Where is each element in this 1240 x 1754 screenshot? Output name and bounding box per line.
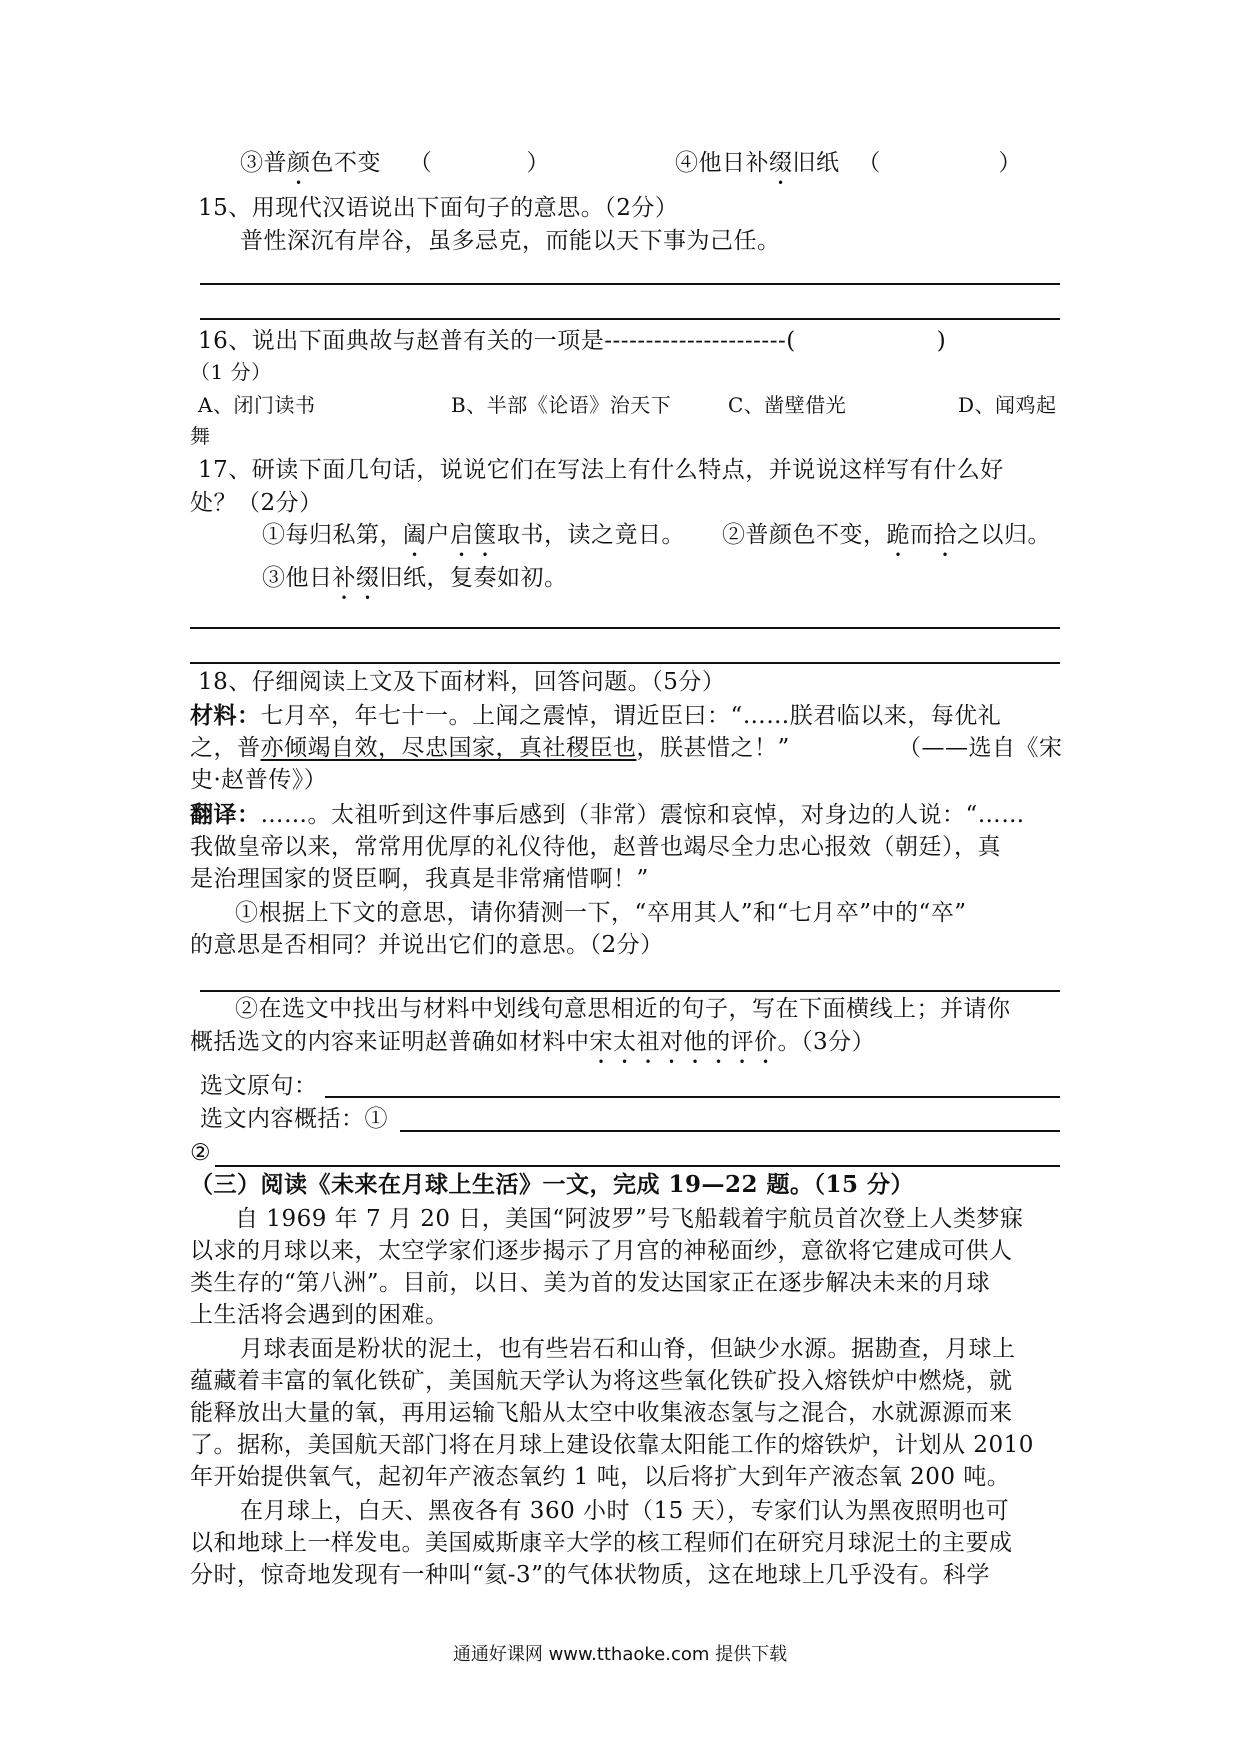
section3-p2-line4: 了。据称，美国航天部门将在月球上建设依靠太阳能工作的熔铁炉，计划从 2010	[190, 1432, 1034, 1458]
q16-option-a: A、闭门读书	[198, 393, 316, 417]
q18-sub1-line2: 的意思是否相同？并说出它们的意思。（2分）	[190, 932, 664, 958]
q16-option-b: B、半部《论语》治天下	[451, 393, 672, 417]
q18-answer-line-summary-1[interactable]	[400, 1130, 1060, 1132]
q18-material-line1: 材料：七月卒，年七十一。上闻之震悼，谓近臣曰：“……朕君临以来，每优礼	[190, 702, 1002, 729]
section3-p3-line1: 在月球上，白天、黑夜各有 360 小时（15 天），专家们认为黑夜照明也可	[240, 1498, 1010, 1524]
section3-p1-line4: 上生活将会遇到的困难。	[190, 1302, 449, 1328]
section3-p3-line2: 以和地球上一样发电。美国威斯康辛大学的核工程师们在研究月球泥土的主要成	[190, 1530, 1013, 1556]
q18-answer-label-summary: 选文内容概括：①	[200, 1106, 388, 1132]
section3-p2-line5: 年开始提供氧气，起初年产液态氧约 1 吨，以后将扩大到年产液态氧 200 吨。	[190, 1464, 1011, 1490]
q16-prompt: 16、说出下面典故与赵普有关的一项是----------------------( )	[198, 328, 947, 354]
section3-p2-line1: 月球表面是粉状的泥土，也有些岩石和山脊，但缺少水源。据勘查，月球上	[240, 1336, 1016, 1362]
q15-answer-line-1[interactable]	[200, 283, 1060, 285]
section3-title: （三）阅读《未来在月球上生活》一文，完成 19—22 题。（15 分）	[190, 1171, 915, 1198]
q18-translation-line3: 是治理国家的贤臣啊，我真是非常痛惜啊！”	[190, 866, 649, 892]
q17-sentence-3: ③他日补缀旧纸，复奏如初。	[262, 565, 568, 591]
section3-p1-line3: 类生存的“第八洲”。目前，以日、美为首的发达国家正在逐步解决未来的月球	[190, 1270, 991, 1296]
q18-material-line3: 史·赵普传》）	[190, 767, 328, 793]
q16-score: （1 分）	[190, 360, 272, 384]
q18-answer-line-original[interactable]	[325, 1096, 1060, 1098]
q15-prompt: 15、用现代汉语说出下面句子的意思。（2分）	[198, 195, 679, 221]
section3-p3-line3: 分时，惊奇地发现有一种叫“氦-3”的气体状物质，这在地球上几乎没有。科学	[190, 1562, 990, 1588]
q17-answer-line-1[interactable]	[190, 627, 1060, 629]
q15-sentence: 普性深沉有岸谷，虽多忌克，而能以天下事为己任。	[240, 228, 781, 254]
q17-sentence-1: ①每归私第，阖户启箧取书，读之竟日。	[262, 522, 685, 548]
q18-answer-line-summary-2[interactable]	[215, 1165, 1060, 1167]
q18-material-source: （——选自《宋	[898, 735, 1063, 761]
section3-p1-line2: 以求的月球以来，太空学家们逐步揭示了月宫的神秘面纱，意欲将它建成可供人	[190, 1238, 1013, 1264]
q18-material-line2: 之，普亦倾竭自效，尽忠国家，真社稷臣也，朕甚惜之！”	[190, 735, 790, 761]
q18-sub1-answer-line[interactable]	[200, 990, 1060, 992]
q18-translation-line2: 我做皇帝以来，常常用优厚的礼仪待他，赵普也竭尽全力忠心报效（朝廷），真	[190, 834, 1001, 860]
q16-option-d: D、闻鸡起	[958, 393, 1057, 417]
q17-prompt-line2: 处？（2分）	[190, 490, 323, 516]
q18-sub2-line1: ②在选文中找出与材料中划线句意思相近的句子，写在下面横线上；并请你	[235, 996, 1011, 1022]
q18-answer-label-original: 选文原句：	[200, 1073, 318, 1099]
q16-option-d-wrap: 舞	[190, 424, 211, 448]
page-footer: 通通好课网 www.tthaoke.com 提供下载	[452, 1644, 788, 1665]
q14-item3: ③普颜色不变 （ ）	[240, 150, 550, 176]
section3-p1-line1: 自 1969 年 7 月 20 日，美国“阿波罗”号飞船载着宇航员首次登上人类梦寐	[235, 1206, 1024, 1232]
q18-sub2-line2: 概括选文的内容来证明赵普确如材料中宋太祖对他的评价。（3分）	[190, 1029, 876, 1055]
q18-prompt: 18、仔细阅读上文及下面材料，回答问题。（5分）	[198, 669, 726, 695]
q14-item4: ④他日补缀旧纸 （ ）	[675, 150, 1022, 176]
q15-answer-line-2[interactable]	[200, 318, 1060, 320]
q17-prompt-line1: 17、研读下面几句话，说说它们在写法上有什么特点，并说说这样写有什么好	[198, 457, 1004, 483]
q17-answer-line-2[interactable]	[190, 662, 1060, 664]
q18-answer-label-2: ②	[190, 1140, 212, 1166]
q16-option-c: C、凿壁借光	[728, 393, 847, 417]
q18-translation-line1: 翻译：……。太祖听到这件事后感到（非常）震惊和哀悼，对身边的人说：“……	[190, 801, 1025, 828]
section3-p2-line2: 蕴藏着丰富的氧化铁矿，美国航天学认为将这些氧化铁矿投入熔铁炉中燃烧，就	[190, 1368, 1013, 1394]
q18-sub1-line1: ①根据上下文的意思，请你猜测一下，“卒用其人”和“七月卒”中的“卒”	[235, 900, 967, 926]
section3-p2-line3: 能释放出大量的氧，再用运输飞船从太空中收集液态氢与之混合，水就源源而来	[190, 1400, 1013, 1426]
q17-sentence-2: ②普颜色不变，跪而拾之以归。	[722, 522, 1051, 548]
